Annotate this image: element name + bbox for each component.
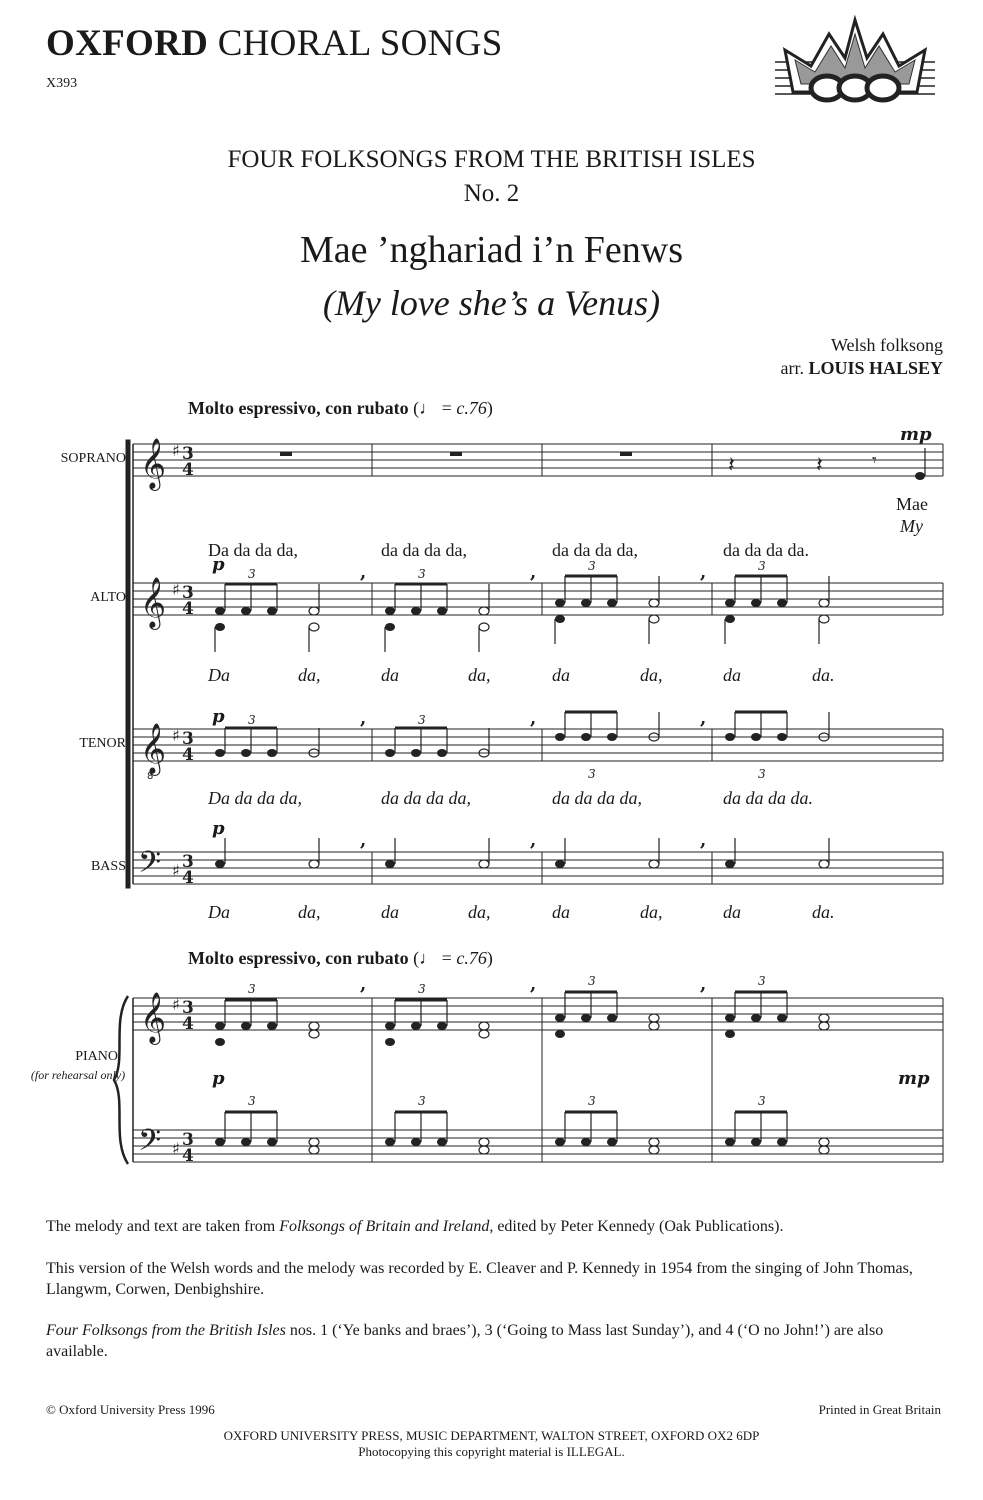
label-alto: ALTO — [90, 590, 126, 605]
tenor-lyric-2: da da da da, — [381, 788, 471, 808]
alto-lower-lyric-8: da. — [812, 665, 835, 685]
svg-text:3: 3 — [758, 1094, 766, 1108]
alto-lower-lyric-1: Da — [208, 665, 230, 685]
svg-text:𝄽: 𝄽 — [728, 453, 735, 478]
svg-text:,: , — [700, 830, 707, 851]
source-text: Welsh folksong — [830, 335, 943, 355]
svg-text:,: , — [360, 974, 367, 995]
svg-text:3: 3 — [418, 1094, 426, 1108]
svg-text:3: 3 — [588, 767, 596, 781]
tempo-marking-choir: Molto espressivo, con rubato (♩ = c.76) — [188, 398, 493, 418]
svg-text:,: , — [360, 562, 367, 583]
tenor-lyric-1: Da da da da, — [208, 788, 302, 808]
svg-text:,: , — [530, 708, 537, 729]
svg-text:𝄾: 𝄾 — [872, 450, 877, 471]
svg-text:3: 3 — [588, 559, 596, 573]
catalogue-number: X393 — [46, 76, 78, 91]
copyright: © Oxford University Press 1996 — [46, 1402, 215, 1417]
svg-text:3: 3 — [418, 982, 426, 996]
note-recording: This version of the Welsh words and the melody was recorded by E. Cleaver and P. Kennedy in 1954 from the singing of John Thomas, Llangwm, Corwen, Denbighshire. — [46, 1260, 913, 1298]
dynamic-soprano-mp: mp — [900, 424, 932, 445]
song-subtitle: (My love she’s a Venus) — [322, 283, 661, 323]
svg-text:♯: ♯ — [172, 441, 180, 460]
svg-text:4: 4 — [182, 599, 194, 619]
suite-title: FOUR FOLKSONGS FROM THE BRITISH ISLES — [227, 146, 756, 173]
bass-lyric-8: da. — [812, 902, 835, 922]
svg-text:3: 3 — [182, 1130, 194, 1150]
soprano-lyric-english: My — [900, 516, 923, 536]
svg-text:4: 4 — [182, 1014, 194, 1034]
soprano-lyric-welsh: Mae — [896, 494, 928, 514]
alto-lower-lyric-7: da — [723, 665, 741, 685]
svg-text:𝄞: 𝄞 — [140, 438, 167, 489]
svg-text:4: 4 — [182, 745, 194, 765]
svg-text:4: 4 — [182, 1146, 194, 1166]
arranger-line: arr. LOUIS HALSEY — [780, 358, 943, 378]
alto-lower-lyric-5: da — [552, 665, 570, 685]
svg-text:,: , — [700, 974, 707, 995]
alto-lower-lyric-2: da, — [298, 665, 321, 685]
svg-text:3: 3 — [182, 729, 194, 749]
svg-text:♯: ♯ — [172, 580, 180, 599]
svg-text:3: 3 — [758, 974, 766, 988]
svg-text:4: 4 — [182, 460, 194, 480]
svg-text:,: , — [360, 708, 367, 729]
dynamic-tenor-p: p — [212, 706, 225, 727]
bass-lyric-5: da — [552, 902, 570, 922]
svg-text:3: 3 — [418, 567, 426, 581]
svg-text:♯: ♯ — [172, 861, 180, 880]
svg-text:𝄢: 𝄢 — [138, 1124, 162, 1165]
svg-text:3: 3 — [182, 583, 194, 603]
label-piano: PIANO — [75, 1049, 118, 1064]
bass-lyric-2: da, — [298, 902, 321, 922]
svg-text:𝄞: 𝄞 — [140, 577, 167, 628]
bass-lyric-3: da — [381, 902, 399, 922]
label-soprano: SOPRANO — [60, 451, 126, 466]
piano-rehearsal-note: (for rehearsal only) — [30, 1068, 126, 1082]
alto-lower-lyric-6: da, — [640, 665, 663, 685]
alto-upper-lyric-4: da da da da. — [723, 540, 809, 560]
bass-lyric-7: da — [723, 902, 741, 922]
svg-text:,: , — [700, 562, 707, 583]
svg-text:3: 3 — [758, 559, 766, 573]
svg-text:,: , — [530, 562, 537, 583]
svg-text:3: 3 — [182, 998, 194, 1018]
note-source: The melody and text are taken from Folksongs of Britain and Ireland, edited by Peter Kennedy (Oak Publications). — [46, 1218, 784, 1235]
alto-upper-lyric-3: da da da da, — [552, 540, 638, 560]
svg-text:3: 3 — [248, 713, 256, 727]
svg-text:,: , — [360, 830, 367, 851]
svg-text:3: 3 — [182, 444, 194, 464]
svg-text:,: , — [530, 830, 537, 851]
svg-text:,: , — [530, 974, 537, 995]
svg-text:3: 3 — [758, 767, 766, 781]
svg-text:3: 3 — [418, 713, 426, 727]
alto-lower-lyric-4: da, — [468, 665, 491, 685]
dynamic-piano-p: p — [212, 1068, 225, 1089]
svg-text:3: 3 — [588, 1094, 596, 1108]
svg-text:3: 3 — [248, 982, 256, 996]
bass-lyric-6: da, — [640, 902, 663, 922]
svg-text:♯: ♯ — [172, 1139, 180, 1158]
dynamic-piano-mp: mp — [898, 1068, 930, 1089]
svg-text:♯: ♯ — [172, 995, 180, 1014]
svg-text:3: 3 — [588, 974, 596, 988]
svg-text:♯: ♯ — [172, 726, 180, 745]
svg-text:3: 3 — [248, 567, 256, 581]
photocopy-warning: Photocopying this copyright material is ILLEGAL. — [358, 1444, 625, 1459]
song-title: Mae ’nghariad i’n Fenws — [299, 229, 684, 271]
svg-text:𝄢: 𝄢 — [138, 846, 162, 887]
alto-lower-lyric-3: da — [381, 665, 399, 685]
series-title: OXFORD CHORAL SONGS — [46, 23, 503, 64]
label-tenor: TENOR — [79, 736, 126, 751]
dynamic-alto-p: p — [212, 554, 225, 575]
dynamic-bass-p: p — [212, 818, 225, 839]
bass-lyric-1: Da — [208, 902, 230, 922]
label-bass: BASS — [90, 859, 126, 874]
svg-text:4: 4 — [182, 868, 194, 888]
note-availability: Four Folksongs from the British Isles nos. 1 (‘Ye banks and braes’), 3 (‘Going to Mass last Sunday’), and 4 (‘O no John!’) are also available. — [46, 1322, 884, 1360]
alto-upper-lyric-2: da da da da, — [381, 540, 467, 560]
svg-text:𝄞: 𝄞 — [140, 992, 167, 1043]
bass-lyric-4: da, — [468, 902, 491, 922]
tempo-marking-piano: Molto espressivo, con rubato (♩ = c.76) — [188, 948, 493, 968]
svg-text:3: 3 — [182, 852, 194, 872]
tenor-lyric-3: da da da da, — [552, 788, 642, 808]
tenor-lyric-4: da da da da. — [723, 788, 813, 808]
svg-text:8: 8 — [147, 771, 154, 782]
svg-text:3: 3 — [248, 1094, 256, 1108]
svg-text:𝄞: 𝄞 — [140, 723, 167, 774]
svg-text:𝄽: 𝄽 — [816, 453, 823, 478]
publisher-address: OXFORD UNIVERSITY PRESS, MUSIC DEPARTMENT, WALTON STREET, OXFORD OX2 6DP — [223, 1428, 760, 1443]
alto-upper-lyric-1: Da da da da, — [208, 540, 298, 560]
song-number: No. 2 — [463, 180, 520, 207]
printed-in: Printed in Great Britain — [818, 1402, 941, 1417]
svg-text:,: , — [700, 708, 707, 729]
